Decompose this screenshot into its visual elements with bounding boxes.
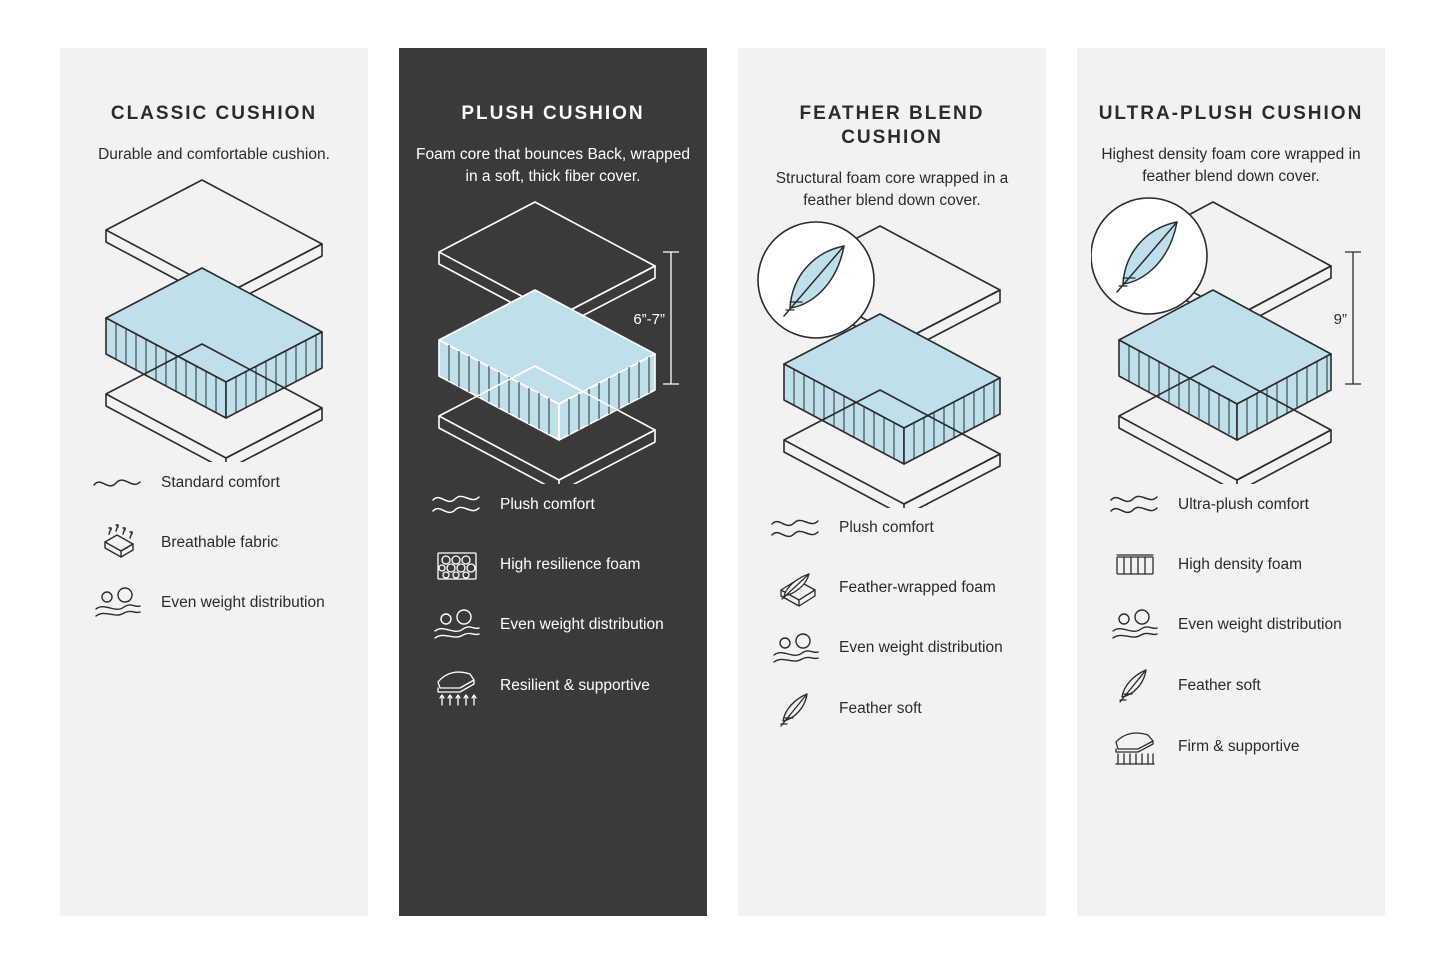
card-title: CLASSIC CUSHION: [110, 103, 318, 124]
card-plush-cushion: [399, 48, 707, 916]
feature-label: Feather-wrapped foam: [839, 579, 996, 597]
card-title: PLUSH CUSHION: [461, 103, 645, 124]
feature-item: [428, 606, 678, 644]
feature-label: Ultra-plush comfort: [1178, 495, 1309, 513]
card-description: Highest density foam core wrapped in feather blend down cover.: [1101, 145, 1361, 185]
weight-distribution-icon: [428, 608, 484, 642]
feature-list: [767, 510, 1017, 752]
card-feather-blend-cushion: [738, 48, 1046, 916]
feature-item: [1106, 606, 1356, 644]
weight-distribution-icon: [1106, 608, 1162, 642]
feature-item: [1106, 728, 1356, 766]
wave-icon: [1106, 491, 1162, 519]
feature-label: High density foam: [1178, 555, 1303, 573]
feature-item: [1106, 486, 1356, 524]
feature-item: [428, 546, 678, 584]
feature-label: Feather soft: [1178, 676, 1261, 694]
feature-label: Even weight distribution: [161, 593, 325, 611]
feature-label: Breathable fabric: [161, 533, 279, 551]
feature-item: [1106, 546, 1356, 584]
card-classic-cushion: [60, 48, 368, 916]
card-title: ULTRA-PLUSH CUSHION: [1098, 103, 1364, 124]
feature-item: [428, 486, 678, 524]
feature-list: [428, 486, 678, 728]
card-description: Foam core that bounces Back, wrapped in a soft, thick fiber cover.: [416, 145, 690, 185]
feather-icon: [767, 690, 823, 730]
exploded-cushion-diagram: [74, 172, 354, 462]
feature-item: [89, 524, 339, 562]
dimension-label: 9”: [1333, 310, 1347, 328]
card-title: FEATHER BLEND CUSHION: [799, 103, 985, 148]
feature-label: Plush comfort: [500, 495, 595, 513]
feature-item: [767, 570, 1017, 608]
feature-item: [767, 510, 1017, 548]
feather-icon: [1106, 666, 1162, 706]
feature-item: [89, 584, 339, 622]
feature-label: Resilient & supportive: [500, 676, 650, 694]
feature-label: Plush comfort: [839, 519, 934, 537]
weight-distribution-icon: [767, 632, 823, 666]
exploded-cushion-diagram: [752, 218, 1032, 508]
honeycomb-foam-icon: [428, 547, 484, 583]
feature-label: Even weight distribution: [1178, 615, 1342, 633]
feature-item: [428, 666, 678, 706]
dimension-label: 6”-7”: [633, 310, 665, 328]
wave-icon: [89, 470, 145, 496]
feature-list: [89, 464, 339, 644]
card-description: Durable and comfortable cushion.: [98, 145, 330, 163]
feather-zoom-bubble: [758, 222, 874, 338]
feather-zoom-bubble: [1091, 198, 1207, 314]
exploded-cushion-diagram: [1091, 194, 1371, 484]
feature-label: Firm & supportive: [1178, 737, 1300, 755]
firm-support-icon: [1106, 728, 1162, 766]
feature-label: Even weight distribution: [839, 639, 1003, 657]
card-description: Structural foam core wrapped in a feather blend down cover.: [775, 169, 1009, 209]
feature-item: [89, 464, 339, 502]
wave-icon: [767, 515, 823, 543]
card-ultra-plush-cushion: [1077, 48, 1385, 916]
feature-item: [767, 630, 1017, 668]
feature-item: [767, 690, 1017, 730]
feature-list: [1106, 486, 1356, 788]
weight-distribution-icon: [89, 586, 145, 620]
feather-wrapped-foam-icon: [767, 570, 823, 608]
high-density-foam-icon: [1106, 549, 1162, 581]
feature-item: [1106, 666, 1356, 706]
feature-label: Standard comfort: [161, 473, 280, 491]
feature-label: High resilience foam: [500, 555, 641, 573]
feature-label: Feather soft: [839, 700, 922, 718]
wave-icon: [428, 491, 484, 519]
breathable-fabric-icon: [89, 524, 145, 562]
exploded-cushion-diagram: [413, 194, 693, 484]
feature-label: Even weight distribution: [500, 615, 664, 633]
resilient-support-icon: [428, 666, 484, 706]
